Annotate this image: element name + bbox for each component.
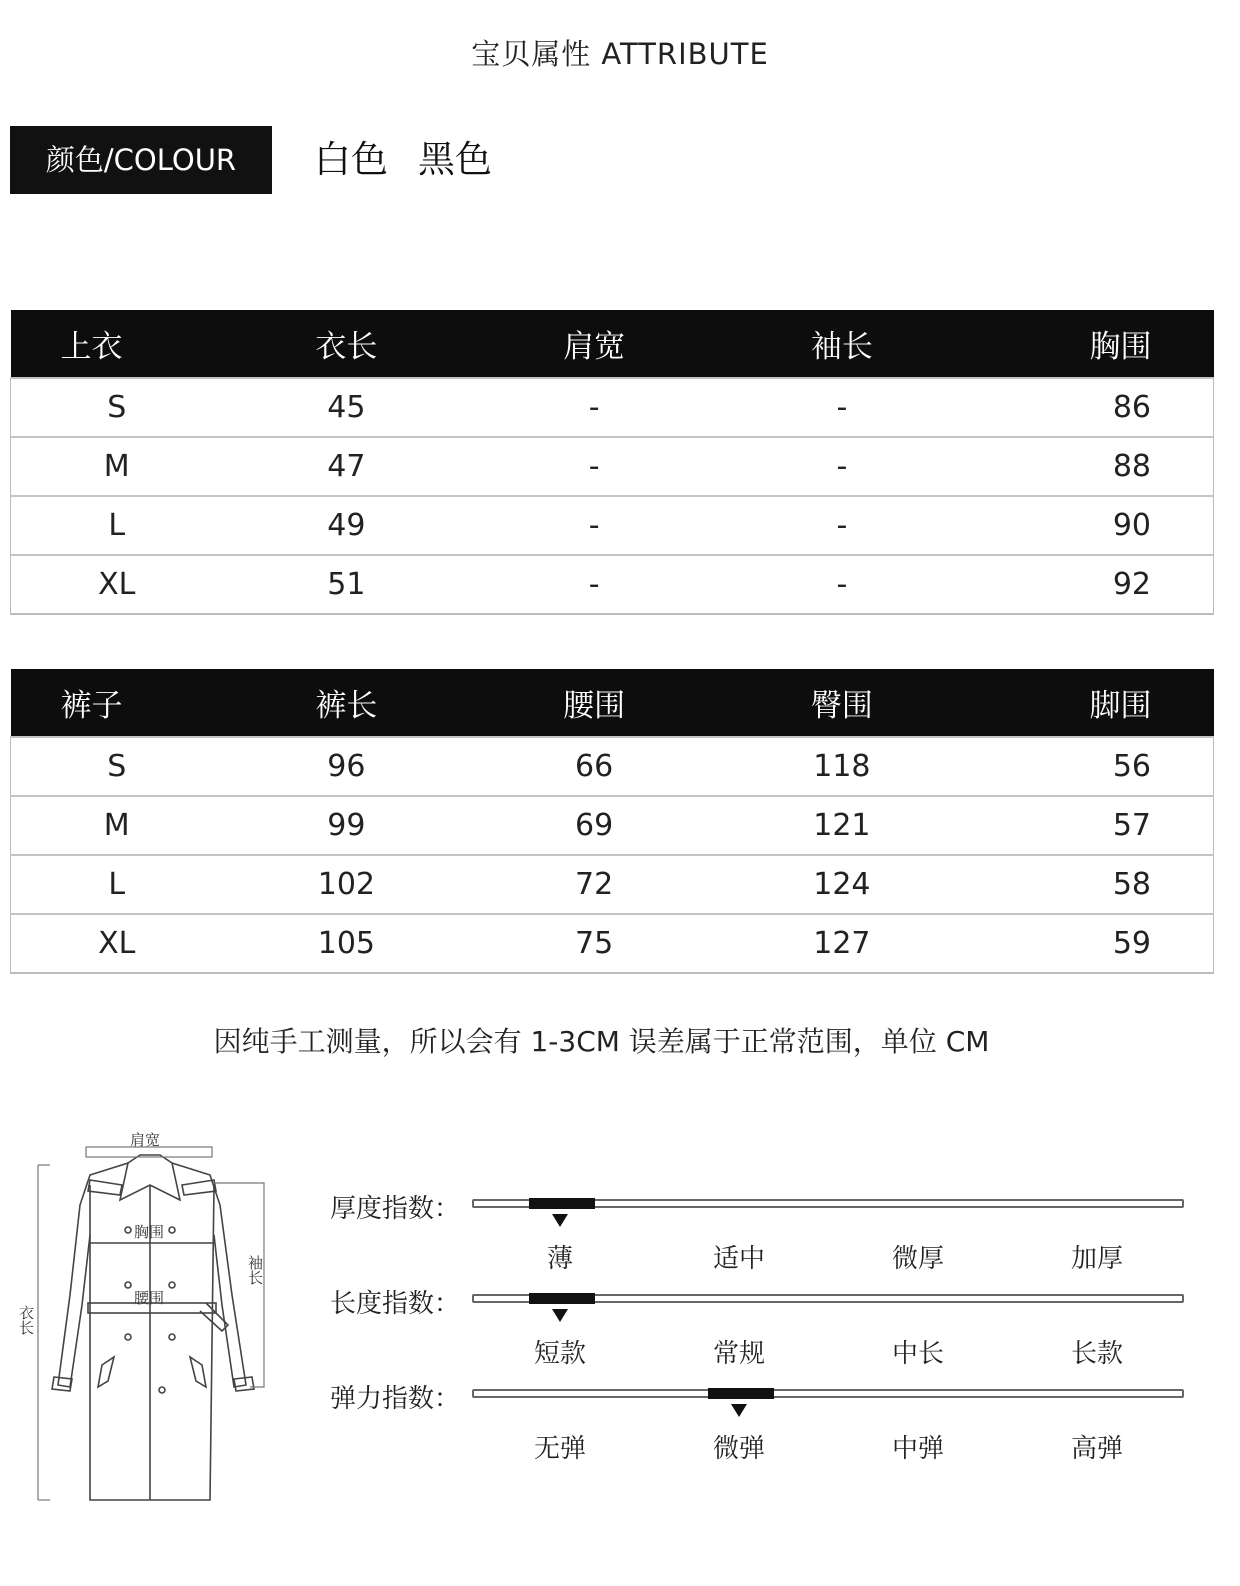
table-row [11,796,1214,855]
table-cell: 51 [223,555,471,614]
table-cell: XL [11,914,223,973]
table-cell: 59 [966,914,1214,973]
table-cell: XL [11,555,223,614]
index-option: 中长 [891,1339,944,1369]
index-track [472,1389,1184,1398]
index-option: 无弹 [533,1434,586,1464]
top-size-table [10,310,1214,615]
index-track [472,1199,1184,1208]
table-cell: L [11,496,223,555]
index-option: 薄 [546,1244,573,1274]
label-shoulder: 肩宽 [130,1131,161,1149]
table-cell: L [11,855,223,914]
index-option: 常规 [712,1339,765,1369]
index-segment [529,1293,595,1304]
table-header-row [11,669,1214,737]
header-cell: 肩宽 [470,310,718,378]
table-cell: 90 [966,496,1214,555]
table-cell: - [718,378,966,437]
table-cell: 127 [718,914,966,973]
table-cell: 99 [223,796,471,855]
table-cell: 102 [223,855,471,914]
header-cell: 上衣 [11,310,223,378]
table-row [11,437,1214,496]
coat-outline-icon [52,1155,254,1500]
table-row [11,378,1214,437]
colour-label: 颜色/COLOUR [10,126,272,194]
index-panel [330,1180,1210,1480]
table-cell: S [11,737,223,796]
index-option: 高弹 [1070,1434,1123,1464]
table-cell: - [470,496,718,555]
marker-arrow-icon [552,1309,568,1322]
marker-arrow-icon [552,1214,568,1227]
label-sleeve: 袖长 [246,1255,264,1285]
table-row [11,914,1214,973]
header-cell: 腰围 [470,669,718,737]
table-cell: 72 [470,855,718,914]
marker-arrow-icon [731,1404,747,1417]
index-segment [708,1388,774,1399]
header-cell: 臀围 [718,669,966,737]
table-cell: 56 [966,737,1214,796]
table-cell: - [470,555,718,614]
elasticity-index [330,1370,1210,1464]
table-cell: 75 [470,914,718,973]
index-track [472,1294,1184,1303]
table-cell: 58 [966,855,1214,914]
label-waist: 腰围 [134,1289,165,1307]
colour-black: 黑色 [418,138,492,181]
index-label: 弹力指数： [330,1384,461,1414]
index-option: 中弹 [891,1434,944,1464]
length-index [330,1275,1210,1369]
table-header-row [11,310,1214,378]
header-cell: 裤子 [11,669,223,737]
thickness-index [330,1180,1210,1274]
table-cell: 57 [966,796,1214,855]
header-cell: 裤长 [223,669,471,737]
index-option: 适中 [712,1244,765,1274]
pants-size-table [10,669,1214,974]
table-cell: 118 [718,737,966,796]
table-cell: 49 [223,496,471,555]
header-cell: 脚围 [966,669,1214,737]
attribute-title: 宝贝属性 ATTRIBUTE [471,37,769,71]
table-cell: - [470,378,718,437]
table-cell: 124 [718,855,966,914]
table-cell: - [470,437,718,496]
header-cell: 胸围 [966,310,1214,378]
table-cell: - [718,555,966,614]
index-option: 微弹 [712,1434,765,1464]
table-cell: 105 [223,914,471,973]
index-segment [529,1198,595,1209]
index-option: 微厚 [891,1244,944,1274]
header-cell: 袖长 [718,310,966,378]
table-cell: - [718,496,966,555]
index-option: 短款 [533,1339,586,1369]
table-cell: 92 [966,555,1214,614]
table-row [11,737,1214,796]
index-option: 长款 [1070,1339,1123,1369]
measurement-note: 因纯手工测量，所以会有 1-3CM 误差属于正常范围，单位 CM [213,1025,990,1058]
table-row [11,496,1214,555]
coat-measurement-diagram [10,1125,280,1520]
label-chest: 胸围 [134,1223,165,1241]
index-label: 长度指数： [330,1289,461,1319]
table-cell: - [718,437,966,496]
table-cell: M [11,796,223,855]
index-label: 厚度指数： [330,1194,461,1224]
table-row [11,855,1214,914]
table-cell: 121 [718,796,966,855]
table-cell: 69 [470,796,718,855]
colour-white: 白色 [314,138,388,181]
table-row [11,555,1214,614]
table-cell: 96 [223,737,471,796]
colour-values [314,126,492,194]
table-cell: 47 [223,437,471,496]
table-cell: S [11,378,223,437]
index-option: 加厚 [1070,1244,1123,1274]
measure-lines [38,1147,264,1500]
table-cell: 66 [470,737,718,796]
table-cell: 88 [966,437,1214,496]
header-cell: 衣长 [223,310,471,378]
table-cell: 45 [223,378,471,437]
label-length: 衣长 [17,1305,35,1335]
table-cell: 86 [966,378,1214,437]
table-cell: M [11,437,223,496]
